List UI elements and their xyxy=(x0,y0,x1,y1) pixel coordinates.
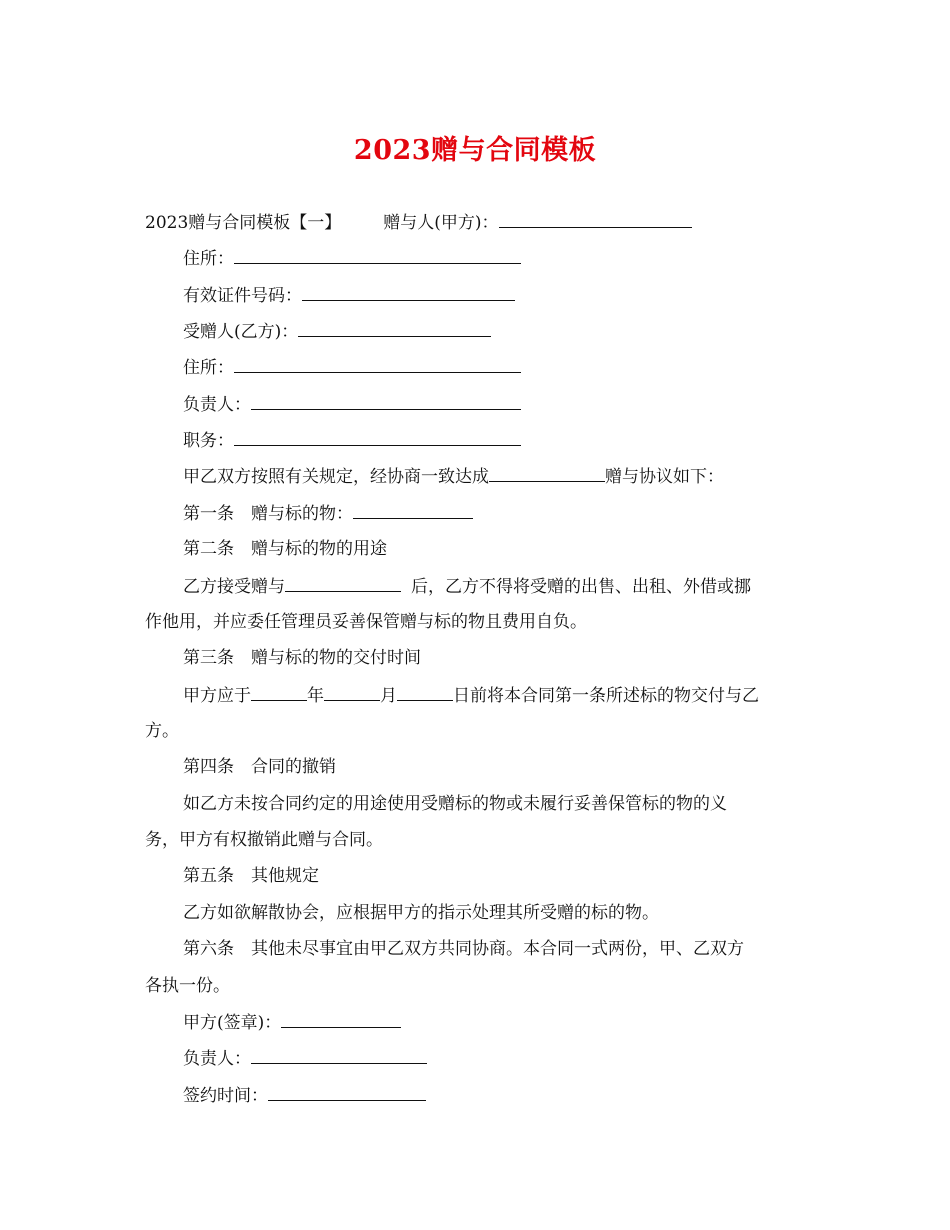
article-3-body-line1 xyxy=(183,685,759,706)
donee-position-line xyxy=(183,430,521,451)
article-5-body: 乙方如欲解散协会，应根据甲方的指示处理其所受赠的标的物。 xyxy=(183,903,659,923)
day-blank xyxy=(397,685,453,701)
donor-label: 赠与人(甲方)： xyxy=(383,213,499,233)
agreement-paragraph xyxy=(183,466,724,487)
article-1-blank xyxy=(353,503,473,519)
donor-id-blank xyxy=(302,285,515,301)
article-3-body-line2: 方。 xyxy=(145,721,179,741)
agreement-text-after: 赠与协议如下： xyxy=(605,467,724,487)
article-1-text: 第一条 赠与标的物： xyxy=(183,504,353,524)
donee-name-blank xyxy=(298,321,491,337)
article-5-title: 第五条 其他规定 xyxy=(183,866,319,886)
month-blank xyxy=(324,685,380,701)
donor-address-label: 住所： xyxy=(183,249,234,269)
article-1 xyxy=(183,503,473,524)
donee-position-label: 职务： xyxy=(183,431,234,451)
article-4-body-line1: 如乙方未按合同约定的用途使用受赠标的物或未履行妥善保管标的物的义 xyxy=(183,794,727,814)
article-2-body-line1 xyxy=(183,576,751,597)
party-a-signature-blank xyxy=(281,1012,401,1028)
party-a-signature-label: 甲方(签章)： xyxy=(183,1013,282,1033)
donee-manager-line xyxy=(183,394,521,415)
signature-manager-line xyxy=(183,1048,427,1069)
section-heading: 2023赠与合同模板【一】 xyxy=(145,213,342,233)
donor-id-line xyxy=(183,285,515,306)
signature-party-a-line xyxy=(183,1012,401,1033)
signature-manager-label: 负责人： xyxy=(183,1049,251,1069)
donee-address-blank xyxy=(234,357,521,373)
article-2-body-line2: 作他用，并应委任管理员妥善保管赠与标的物且费用自负。 xyxy=(145,612,587,632)
donor-address-blank xyxy=(234,248,521,264)
article-3-text-1: 甲方应于 xyxy=(183,686,251,706)
article-2-text-after: 后，乙方不得将受赠的出售、出租、外借或挪 xyxy=(411,577,751,597)
article-2-text-before: 乙方接受赠与 xyxy=(183,577,285,597)
signature-date-label: 签约时间： xyxy=(183,1086,268,1106)
signature-date-line xyxy=(183,1085,426,1106)
article-6-line2: 各执一份。 xyxy=(145,976,230,996)
article-2-blank xyxy=(285,576,401,592)
year-label: 年 xyxy=(307,686,324,706)
article-6-line1: 第六条 其他未尽事宜由甲乙双方共同协商。本合同一式两份，甲、乙双方 xyxy=(183,939,744,959)
month-label: 月 xyxy=(380,686,397,706)
article-3-text-2: 日前将本合同第一条所述标的物交付与乙 xyxy=(453,686,759,706)
donee-label: 受赠人(乙方)： xyxy=(183,322,299,342)
donor-id-label: 有效证件号码： xyxy=(183,286,302,306)
donee-line xyxy=(183,321,491,342)
signature-date-blank xyxy=(268,1085,426,1101)
article-2-title: 第二条 赠与标的物的用途 xyxy=(183,539,387,559)
agreement-blank xyxy=(489,466,605,482)
document-title: 2023赠与合同模板 xyxy=(353,135,597,166)
donee-position-blank xyxy=(234,430,521,446)
article-4-title: 第四条 合同的撤销 xyxy=(183,757,336,777)
donor-address-line xyxy=(183,248,521,269)
intro-line xyxy=(145,212,692,233)
donee-address-label: 住所： xyxy=(183,358,234,378)
donee-manager-label: 负责人： xyxy=(183,395,251,415)
donor-name-blank xyxy=(499,212,692,228)
donee-manager-blank xyxy=(251,394,521,410)
donee-address-line xyxy=(183,357,521,378)
article-3-title: 第三条 赠与标的物的交付时间 xyxy=(183,648,421,668)
agreement-text-before: 甲乙双方按照有关规定，经协商一致达成 xyxy=(183,467,489,487)
signature-manager-blank xyxy=(251,1048,427,1064)
article-4-body-line2: 务，甲方有权撤销此赠与合同。 xyxy=(145,830,383,850)
year-blank xyxy=(251,685,307,701)
